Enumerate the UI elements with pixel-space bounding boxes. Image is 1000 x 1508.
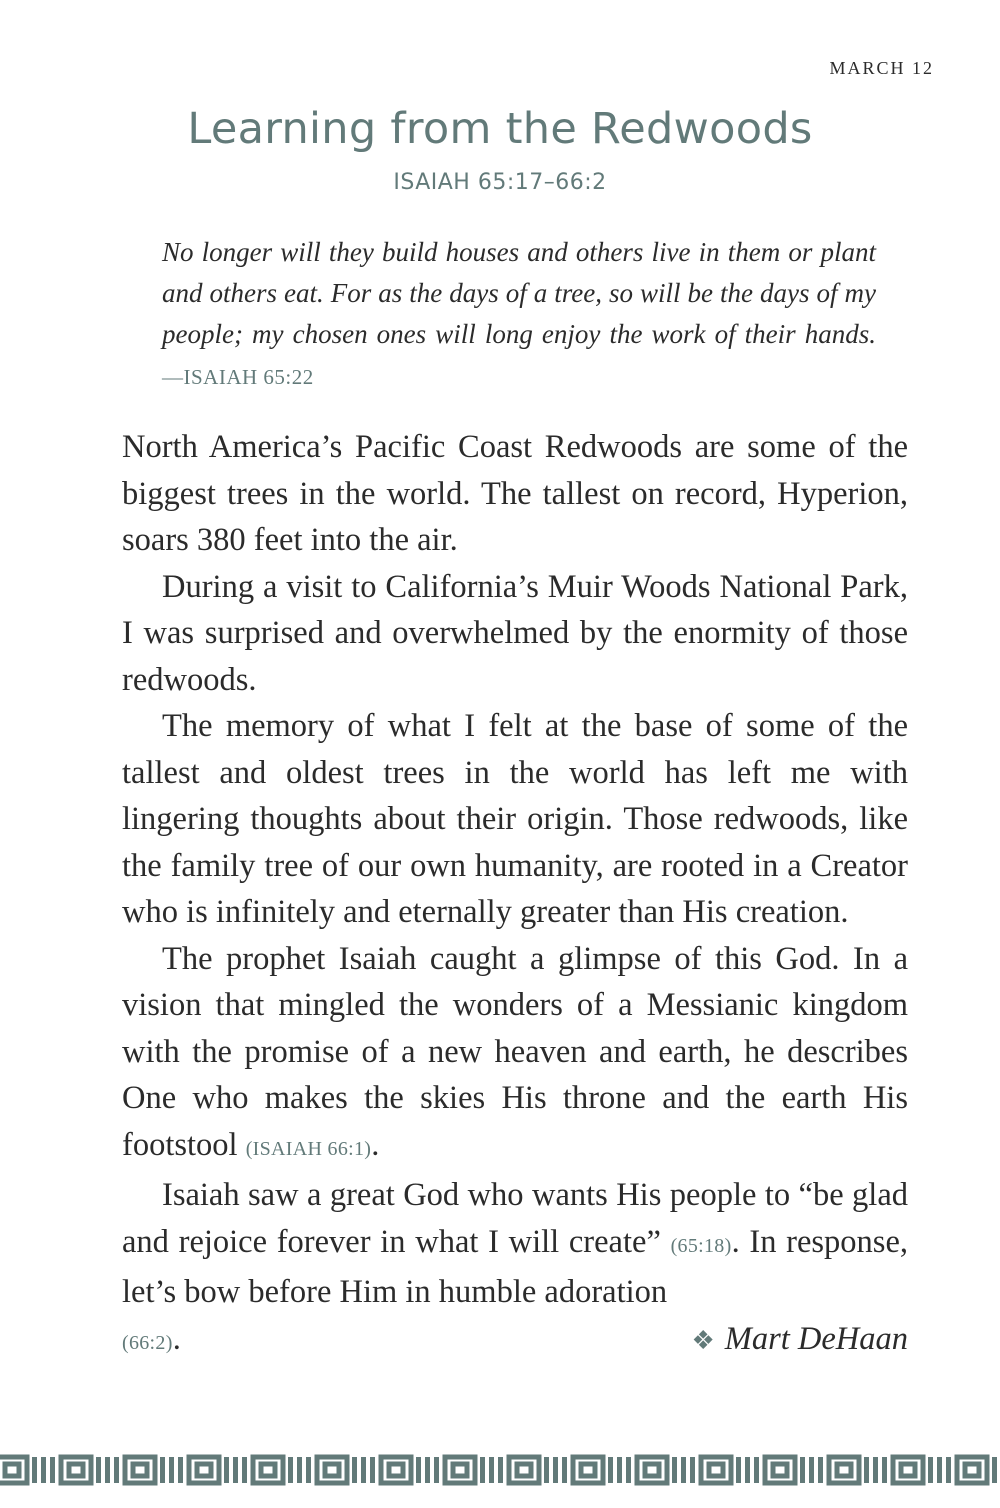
page-title: Learning from the Redwoods (187, 104, 813, 154)
epigraph-citation: —ISAIAH 65:22 (162, 365, 314, 389)
scripture-citation: (ISAIAH 66:1) (245, 1137, 372, 1160)
paragraph-5-end: . (172, 1320, 181, 1357)
paragraph-4 (122, 936, 908, 1173)
body-text (122, 424, 908, 1366)
author-name: Mart DeHaan (724, 1320, 908, 1357)
paragraph-3: The memory of what I felt at the base of some of the tallest and oldest trees in the world has left me with lingering thoughts about their origin. Those redwoods, like the family tree of our own humanity, are rooted in a Creator who is infinitely and eternally greater than His creation. (122, 708, 908, 930)
decorative-border (0, 1452, 1000, 1488)
paragraph-4-end: . (371, 1126, 380, 1163)
paragraph-1: North America’s Pacific Coast Redwoods are some of the biggest trees in the world. The tallest on record, Hyperion, soars 380 feet into the air. (122, 429, 908, 558)
page-date: MARCH 12 (829, 58, 934, 78)
author-signature (691, 1316, 908, 1365)
paragraph-2: During a visit to California’s Muir Woods National Park, I was surprised and overwhelmed by the enormity of those redwoods. (122, 568, 908, 698)
signature-row (122, 1316, 908, 1367)
scripture-reference: ISAIAH 65:17–66:2 (393, 170, 607, 195)
paragraph-5 (122, 1172, 908, 1316)
epigraph-text: No longer will they build houses and others live in them or plant and others eat. For as the days of a tree, so will be the days of my people; my chosen ones will long enjoy the work of their hands. (162, 237, 876, 349)
final-citation (122, 1316, 181, 1367)
ornament-icon: ❖ (691, 1325, 715, 1355)
paragraph-5-text-b: . In response, let’s bow before Him in humble adoration (122, 1223, 909, 1310)
paragraph-4-text: The prophet Isaiah caught a glimpse of this God. In a vision that mingled the wonders of a Messianic kingdom with the promise of a new heaven and earth, he describes One who makes the skies His throne and the earth His footstool (122, 940, 908, 1163)
scripture-citation: (65:18) (670, 1234, 732, 1257)
scripture-citation: (66:2) (122, 1331, 173, 1354)
paragraph-5-text-a: Isaiah saw a great God who wants His people to “be glad and rejoice forever in what I will create” (122, 1177, 908, 1260)
epigraph-quote (162, 232, 876, 398)
